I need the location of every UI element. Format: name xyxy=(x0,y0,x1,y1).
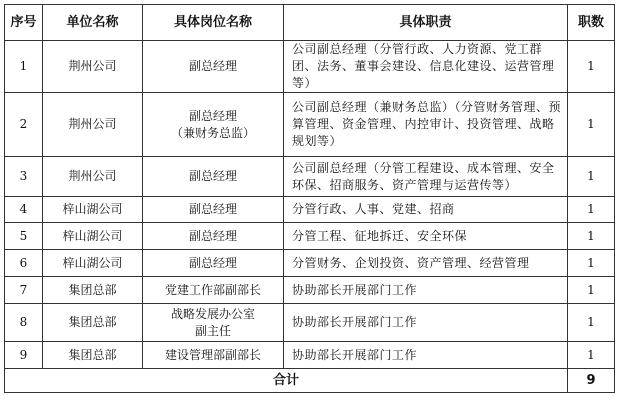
row-unit: 梓山湖公司 xyxy=(43,197,143,223)
row-position xyxy=(143,342,284,369)
row-position xyxy=(143,304,284,342)
row-count: 1 xyxy=(568,197,615,223)
row-duty: 分管工程、征地拆迁、安全环保 xyxy=(284,223,568,250)
position-line: 副总经理 xyxy=(188,255,237,270)
header-position: 具体岗位名称 xyxy=(143,5,284,41)
row-unit: 荆州公司 xyxy=(43,93,143,157)
table-row xyxy=(5,41,615,93)
position-line: 副总经理 xyxy=(188,228,237,243)
row-duty: 公司副总经理（分管行政、人力资源、党工群团、法务、董事会建设、信息化建设、运营管理等） xyxy=(284,41,568,93)
table-row xyxy=(5,250,615,277)
position-line: 建设管理部副部长 xyxy=(164,347,261,362)
position-line: 党建工作部副部长 xyxy=(164,282,261,297)
total-label: 合计 xyxy=(5,369,568,393)
position-line: 战略发展办公室 xyxy=(170,306,255,321)
position-line: 副总经理 xyxy=(188,59,237,73)
table-header xyxy=(5,5,615,41)
row-no: 4 xyxy=(5,197,43,223)
row-no: 3 xyxy=(5,157,43,197)
position-line: 副总经理 xyxy=(188,202,237,216)
row-position xyxy=(143,277,284,304)
row-duty: 公司副总经理（兼财务总监）（分管财务管理、预算管理、资金管理、内控审计、投资管理、战略规划等） xyxy=(284,93,568,157)
row-position xyxy=(143,41,284,93)
row-no: 1 xyxy=(5,41,43,93)
row-position xyxy=(143,250,284,277)
row-position xyxy=(143,157,284,197)
total-row xyxy=(5,369,615,393)
table-row xyxy=(5,93,615,157)
table-row xyxy=(5,304,615,342)
table-row xyxy=(5,223,615,250)
row-count: 1 xyxy=(568,250,615,277)
header-duty: 具体职责 xyxy=(284,5,568,41)
row-position xyxy=(143,93,284,157)
row-no: 8 xyxy=(5,304,43,342)
row-count: 1 xyxy=(568,342,615,369)
row-unit: 梓山湖公司 xyxy=(43,223,143,250)
total-count: 9 xyxy=(568,369,615,393)
row-unit: 荆州公司 xyxy=(43,41,143,93)
row-count: 1 xyxy=(568,223,615,250)
row-duty: 分管行政、人事、党建、招商 xyxy=(284,197,568,223)
row-no: 2 xyxy=(5,93,43,157)
row-no: 5 xyxy=(5,223,43,250)
row-unit: 集团总部 xyxy=(43,277,143,304)
row-duty: 协助部长开展部门工作 xyxy=(284,277,568,304)
row-no: 7 xyxy=(5,277,43,304)
table-row xyxy=(5,277,615,304)
header-no: 序号 xyxy=(5,5,43,41)
row-no: 6 xyxy=(5,250,43,277)
row-no: 9 xyxy=(5,342,43,369)
row-position xyxy=(143,223,284,250)
position-line: 副总经理 xyxy=(188,108,237,123)
row-unit: 集团总部 xyxy=(43,342,143,369)
row-duty: 分管财务、企划投资、资产管理、经营管理 xyxy=(284,250,568,277)
header-unit: 单位名称 xyxy=(43,5,143,41)
row-count: 1 xyxy=(568,157,615,197)
row-duty: 协助部长开展部门工作 xyxy=(284,342,568,369)
row-unit: 梓山湖公司 xyxy=(43,250,143,277)
position-line: 副主任 xyxy=(194,323,231,338)
table-body xyxy=(5,41,615,393)
row-count: 1 xyxy=(568,41,615,93)
position-line: 副总经理 xyxy=(188,169,237,183)
row-duty: 公司副总经理（分管工程建设、成本管理、安全环保、招商服务、资产管理与运营传等） xyxy=(284,157,568,197)
row-unit: 荆州公司 xyxy=(43,157,143,197)
table-row xyxy=(5,342,615,369)
header-count: 职数 xyxy=(568,5,615,41)
row-count: 1 xyxy=(568,93,615,157)
row-position xyxy=(143,197,284,223)
row-count: 1 xyxy=(568,304,615,342)
table-row xyxy=(5,197,615,223)
position-line: （兼财务总监） xyxy=(170,125,255,140)
row-count: 1 xyxy=(568,277,615,304)
row-unit: 集团总部 xyxy=(43,304,143,342)
row-duty: 协助部长开展部门工作 xyxy=(284,304,568,342)
positions-table xyxy=(4,4,615,393)
table-row xyxy=(5,157,615,197)
